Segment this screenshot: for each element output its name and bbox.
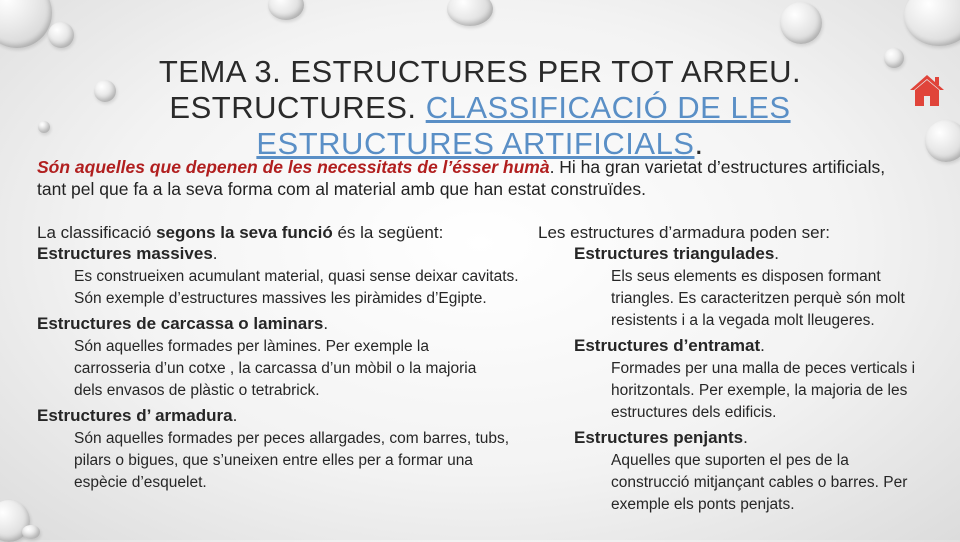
desc-triangulades: Els seus elements es disposen formant triangles. Es caracteritzen perquè són molt resistents i a la vegada molt lleugeres. [611,268,905,329]
title-line-2 [0,90,960,126]
intro-paragraph [37,156,917,200]
page-title [0,54,960,162]
decorative-drop [447,0,493,26]
decorative-drop [780,2,822,44]
title-link[interactable]: CLASSIFICACIÓ DE LES [425,90,791,125]
armadura-lead: Les estructures d’armadura poden ser: [538,223,830,242]
classification-lead: La classificació segons la seva funció és la següent: [37,223,444,242]
title-line-1: TEMA 3. ESTRUCTURES PER TOT ARREU. [158,54,802,89]
decorative-drop [0,0,52,48]
desc-massives: Es construeixen acumulant material, quasi sense deixar cavitats. Són exemple d’estructures massives les piràmides d’Egipte. [74,268,519,307]
right-column [538,222,938,516]
heading-armadura: Estructures d’ armadura. [37,406,238,425]
home-icon[interactable] [909,73,945,107]
heading-carcassa: Estructures de carcassa o laminars. [37,314,329,333]
decorative-drop [48,22,74,48]
title-prefix: ESTRUCTURES. [169,90,417,125]
heading-penjants: Estructures penjants. [574,428,748,447]
heading-triangulades: Estructures triangulades. [574,244,780,263]
decorative-drop [268,0,304,20]
decorative-drop [22,525,40,539]
intro-text: . Hi ha gran varietat d’estructures artificials, tant pel que fa a la seva forma com al material amb que han estat construïdes. [37,157,886,199]
desc-armadura: Són aquelles formades per peces allargades, com barres, tubs, pilars o bigues, que s’uneixen entre elles per a formar una espècie d’esquelet. [74,430,510,491]
title-period: . [694,126,704,161]
desc-entramat: Formades per una malla de peces verticals i horitzontals. Per exemple, la majoria de les estructures dels edificis. [611,360,916,421]
desc-carcassa: Són aquelles formades per làmines. Per exemple la carrosseria d’un cotxe , la carcassa d’un mòbil o la majoria dels envasos de plàstic o tetrabrick. [74,338,477,399]
heading-entramat: Estructures d’entramat. [574,336,765,355]
title-link-continued[interactable]: ESTRUCTURES ARTIFICIALS [256,126,695,161]
left-column [37,222,527,494]
heading-massives: Estructures massives. [37,244,218,263]
intro-highlight: Són aquelles que depenen de les necessitats de l’ésser humà [37,157,550,177]
desc-penjants: Aquelles que suporten el pes de la construcció mitjançant cables o barres. Per exemple els ponts penjats. [611,452,908,513]
decorative-drop [904,0,960,46]
lead-bold: segons la seva funció [156,223,333,242]
